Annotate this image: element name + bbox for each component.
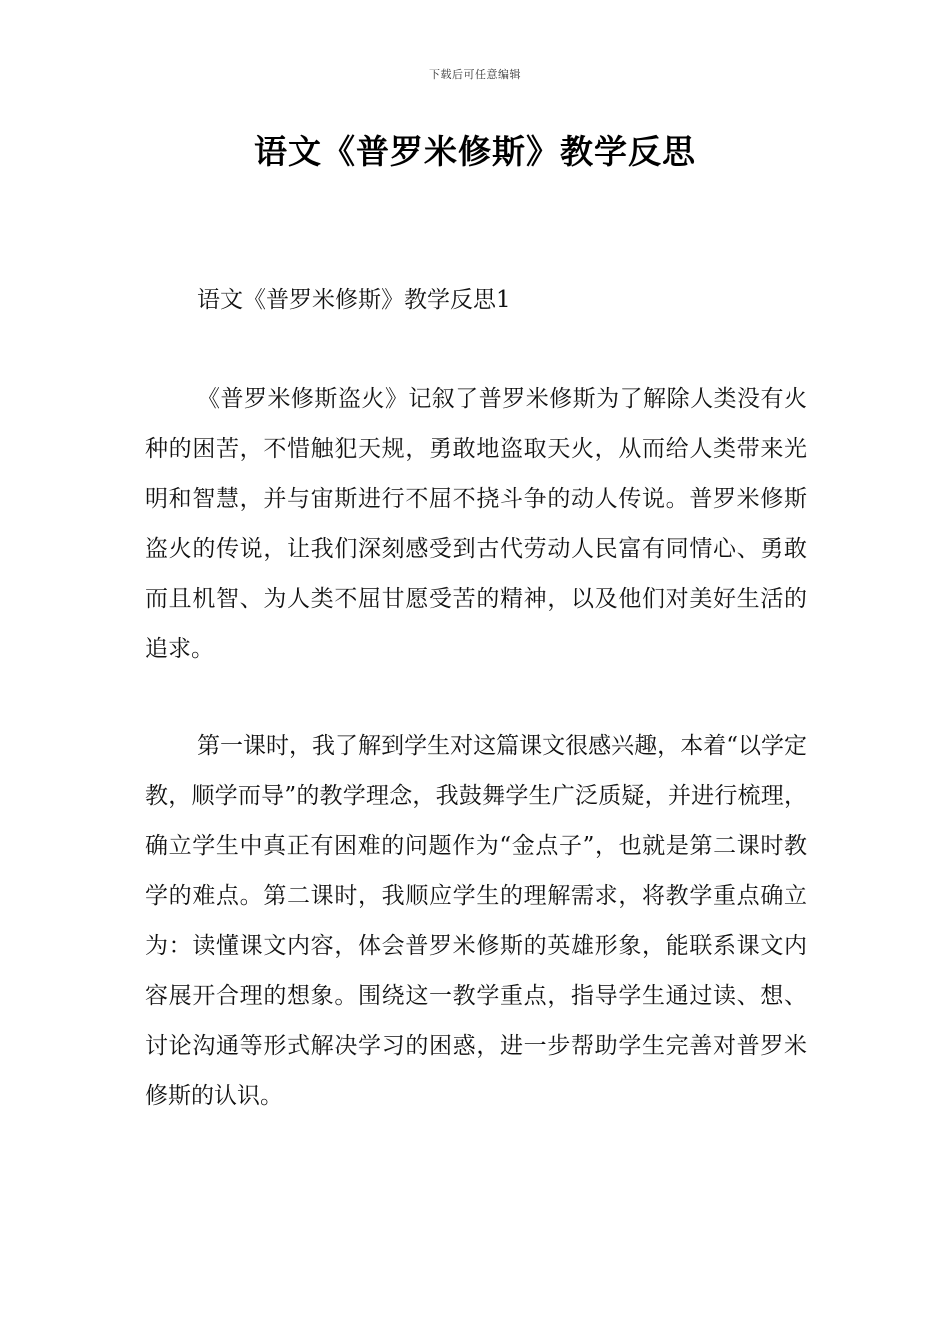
body-paragraph-2: 第一课时，我了解到学生对这篇课文很感兴趣，本着“以学定教，顺学而导”的教学理念，我鼓舞学生广泛质疑，并进行梳理，确立学生中真正有困难的问题作为“金点子”，也就是第二课时教学的难点。第二课时，我顺应学生的理解需求，将教学重点确立为：读懂课文内容，体会普罗米修斯的英雄形象，能联系课文内容展开合理的想象。围绕这一教学重点，指导学生通过读、想、讨论沟通等形式解决学习的困惑，进一步帮助学生完善对普罗米修斯的认识。 — [145, 733, 807, 1109]
body-paragraph-1: 《普罗米修斯盗火》记叙了普罗米修斯为了解除人类没有火种的困苦，不惜触犯天规，勇敢地盗取天火，从而给人类带来光明和智慧，并与宙斯进行不屈不挠斗争的动人传说。普罗米修斯盗火的传说，让我们深刻感受到古代劳动人民富有同情心、勇敢而且机智、为人类不屈甘愿受苦的精神，以及他们对美好生活的追求。 — [145, 386, 807, 662]
header-note: 下载后可任意编辑 — [429, 68, 521, 81]
section-heading: 语文《普罗米修斯》教学反思1 — [197, 287, 511, 313]
document-title: 语文《普罗米修斯》教学反思 — [254, 132, 696, 171]
